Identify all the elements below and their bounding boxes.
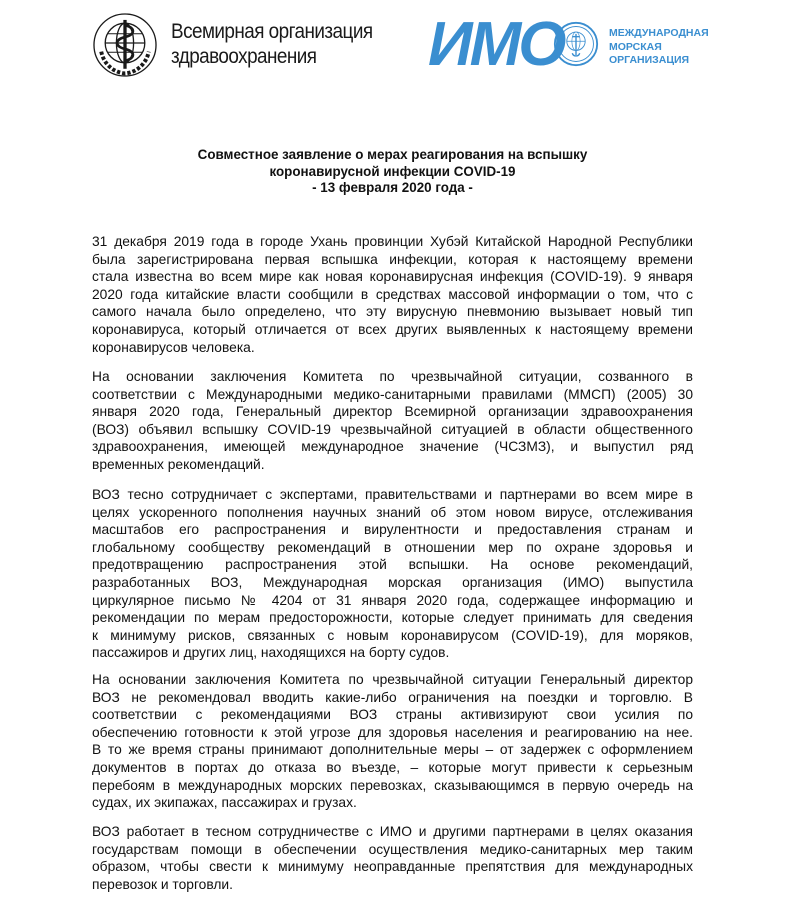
paragraph-2 (92, 368, 693, 474)
text-line: коронавирусов человека. (92, 339, 255, 355)
text-line: судах, их экипажах, пассажирах и грузах. (92, 795, 357, 811)
text-line: На основании заключения Комитета по чрезвычайной ситуации, созванного в (92, 369, 693, 384)
text-line: государствам помощи в обеспечении осуществления медико-санитарных мер таким (92, 841, 693, 857)
text-line: 2020 года китайские власти сообщили в средствах массовой информации о том, что с (92, 286, 693, 302)
title-line1: Совместное заявление о мерах реагирования на вспышку (197, 147, 588, 162)
imo-emblem-icon (553, 21, 599, 67)
text-line: В то же время страны принимают дополнительные меры – от задержек с оформлением (92, 742, 693, 758)
who-name (171, 19, 373, 69)
text-line: коронавируса, который отличается от всех других выявленных к настоящему времени (92, 321, 693, 337)
text-line: соответствии с рекомендациями ВОЗ страны активизируют свои усилия по (92, 707, 693, 723)
paragraph-1 (92, 233, 693, 356)
text-line: была зарегистрирована первая вспышка инфекции, которая к настоящему времени (92, 251, 693, 267)
text-line: предотвращению распространения этой вспышки. На основе рекомендаций, (92, 557, 693, 573)
text-line: временных рекомендаций. (92, 456, 265, 472)
document-title (92, 147, 693, 197)
text-line: января 2020 года, Генеральный директор Всемирной организации здравоохранения (92, 404, 693, 420)
text-line: документов в портах до отказа во въезде, – которые могут привести к серьезным (92, 759, 693, 775)
text-line: ВОЗ работает в тесном сотрудничестве с ИМО и другими партнерами в целях оказания (92, 824, 693, 839)
text-line: разработанных ВОЗ, Международная морская организация (ИМО) выпустила (92, 574, 693, 590)
text-line: глобальному сообществу рекомендаций в отношении мер по охране здоровья и (92, 539, 693, 555)
text-line: целях ускоренного пополнения научных знаний об этом новом вирусе, отслеживания (92, 504, 693, 520)
paragraph-5 (92, 823, 693, 893)
imo-name-line3: ОРГАНИЗАЦИЯ (609, 54, 690, 66)
text-line: здравоохранения, имеющей международное значение (ЧСЗМЗ), и выпустил ряд (92, 439, 693, 455)
paragraph-4 (92, 671, 693, 812)
text-line: перебоям в международных морских перевозках, сказывающимся в первую очередь на (92, 777, 693, 793)
text-line: самого начала было определено, что эту вирусную пневмонию вызывает новый тип (92, 304, 693, 320)
who-name-line1: Всемирная организация (171, 20, 373, 43)
text-line: к минимуму рисков, связанных с новым коронавирусом (COVID-19), для моряков, (92, 627, 693, 643)
imo-logo-letters: ИМО (428, 10, 564, 79)
text-line: обеспечению готовности к этой угрозе для здоровья населения и реагированию на нее. (92, 724, 693, 740)
text-line: (ВОЗ) объявил вспышку COVID-19 чрезвычайной ситуацией в области общественного (92, 421, 693, 437)
text-line: перевозок и торговли. (92, 876, 233, 892)
text-line: стала известна во всем мире как новая коронавирусная инфекция (COVID-19). 9 января (92, 269, 693, 285)
text-line: ВОЗ не рекомендовал вводить какие-либо ограничения на поездки и торговлю. В (92, 689, 693, 705)
who-name-line2: здравоохранения (171, 45, 317, 68)
title-line2: коронавирусной инфекции COVID-19 (269, 163, 516, 179)
text-line: соответствии с Международными медико-санитарными правилами (ММСП) (2005) 30 (92, 386, 693, 402)
text-line: 31 декабря 2019 года в городе Ухань провинции Хубэй Китайской Народной Республики (92, 234, 693, 249)
who-emblem-icon (92, 12, 158, 78)
document-header (0, 0, 785, 90)
text-line: пассажиров и других лиц, находящихся на борту судов. (92, 645, 450, 661)
text-line: циркулярное письмо № 4204 от 31 января 2020 года, содержащее информацию и (92, 592, 693, 608)
text-line: На основании заключения Комитета по чрезвычайной ситуации Генеральный директор (92, 672, 693, 687)
title-line3: - 13 февраля 2020 года - (312, 180, 473, 195)
imo-name (609, 27, 709, 68)
imo-name-line1: МЕЖДУНАРОДНАЯ (609, 27, 709, 39)
text-line: масштабов его распространения и вирулентности и предоставления странам и (92, 522, 693, 538)
text-line: образом, чтобы свести к минимуму неоправданные препятствия для международных (92, 859, 693, 875)
text-line: рекомендации по мерам предосторожности, которые следует принимать для сведения (92, 610, 693, 626)
paragraph-3 (92, 486, 693, 662)
text-line: ВОЗ тесно сотрудничает с экспертами, правительствами и партнерами во всем мире в (92, 487, 693, 502)
imo-name-line2: МОРСКАЯ (609, 40, 662, 53)
